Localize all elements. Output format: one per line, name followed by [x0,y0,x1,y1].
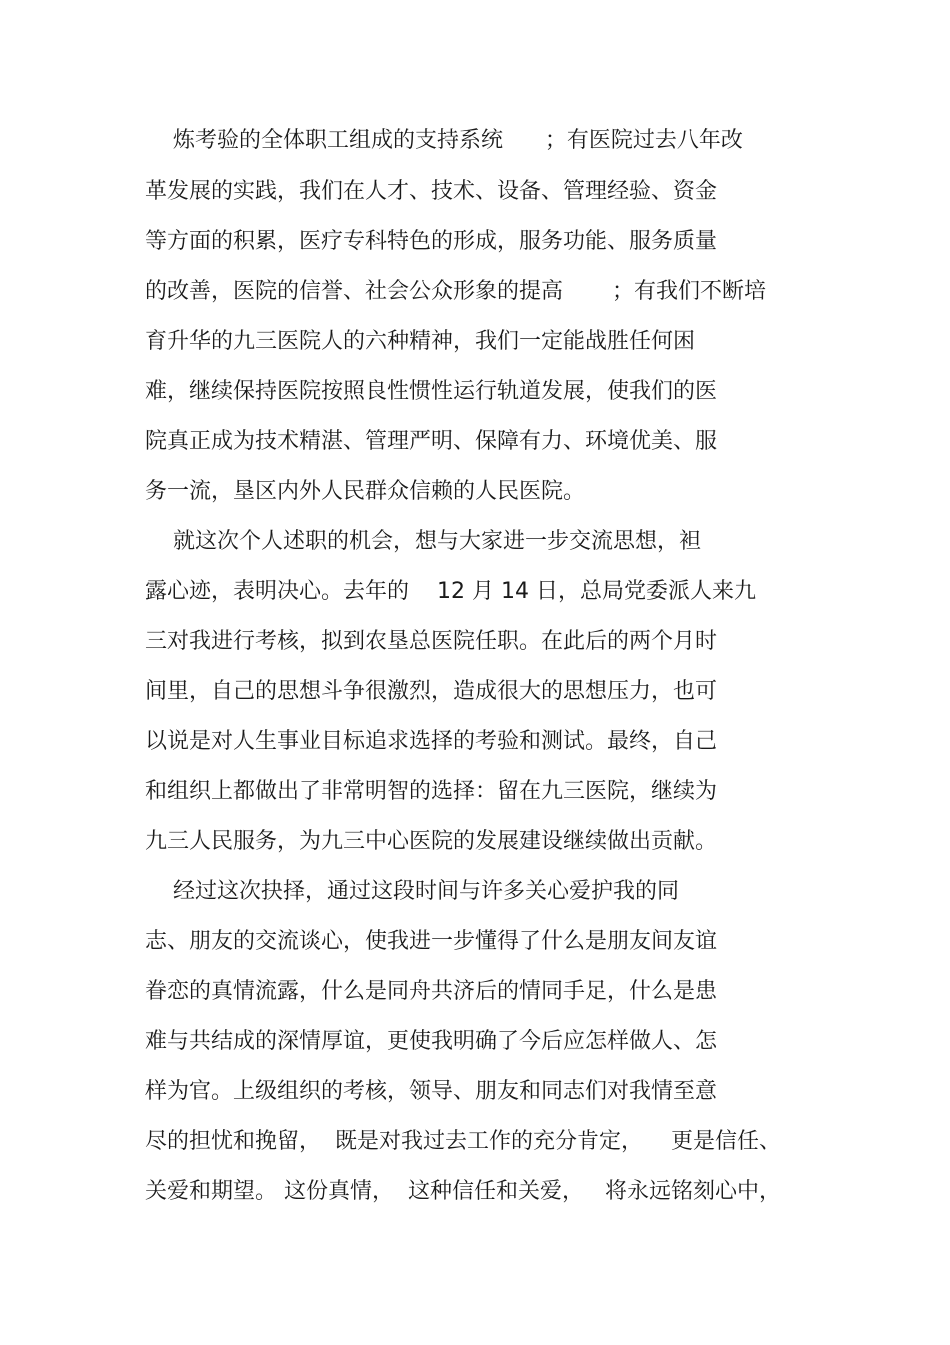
text-line: 关爱和期望。 这份真情， 这种信任和关爱， 将永远铭刻心中， [145,1179,781,1204]
text-line: 尽的担忧和挽留， 既是对我过去工作的充分肯定， 更是信任、 [145,1129,781,1154]
text-line: 就这次个人述职的机会，想与大家进一步交流思想，袒 [145,529,701,554]
text-line: 样为官。上级组织的考核，领导、朋友和同志们对我情至意 [145,1079,718,1104]
text-line: 难，继续保持医院按照良性惯性运行轨道发展，使我们的医 [145,379,718,404]
text-line: 的改善，医院的信誉、社会公众形象的提高 ；有我们不断培 [145,279,766,304]
text-line: 间里，自己的思想斗争很激烈，造成很大的思想压力，也可 [145,679,718,704]
text-line: 务一流，垦区内外人民群众信赖的人民医院。 [145,479,586,504]
text-line: 九三人民服务，为九三中心医院的发展建设继续做出贡献。 [145,829,718,854]
text-line: 露心迹，表明决心。去年的 12 月 14 日，总局党委派人来九 [145,579,756,604]
text-line: 等方面的积累，医疗专科特色的形成，服务功能、服务质量 [145,229,718,254]
text-line: 育升华的九三医院人的六种精神，我们一定能战胜任何困 [145,329,696,354]
text-line: 三对我进行考核，拟到农垦总医院任职。在此后的两个月时 [145,629,718,654]
text-line: 经过这次抉择，通过这段时间与许多关心爱护我的同 [145,879,679,904]
text-line: 院真正成为技术精湛、管理严明、保障有力、环境优美、服 [145,429,718,454]
text-line: 以说是对人生事业目标追求选择的考验和测试。最终，自己 [145,729,718,754]
text-line: 炼考验的全体职工组成的支持系统 ；有医院过去八年改 [145,128,743,153]
text-line: 眷恋的真情流露，什么是同舟共济后的情同手足，什么是患 [145,979,718,1004]
text-line: 难与共结成的深情厚谊，更使我明确了今后应怎样做人、怎 [145,1029,718,1054]
text-line: 和组织上都做出了非常明智的选择：留在九三医院，继续为 [145,779,718,804]
text-line: 革发展的实践，我们在人才、技术、设备、管理经验、资金 [145,179,718,204]
text-line: 志、朋友的交流谈心，使我进一步懂得了什么是朋友间友谊 [145,929,718,954]
